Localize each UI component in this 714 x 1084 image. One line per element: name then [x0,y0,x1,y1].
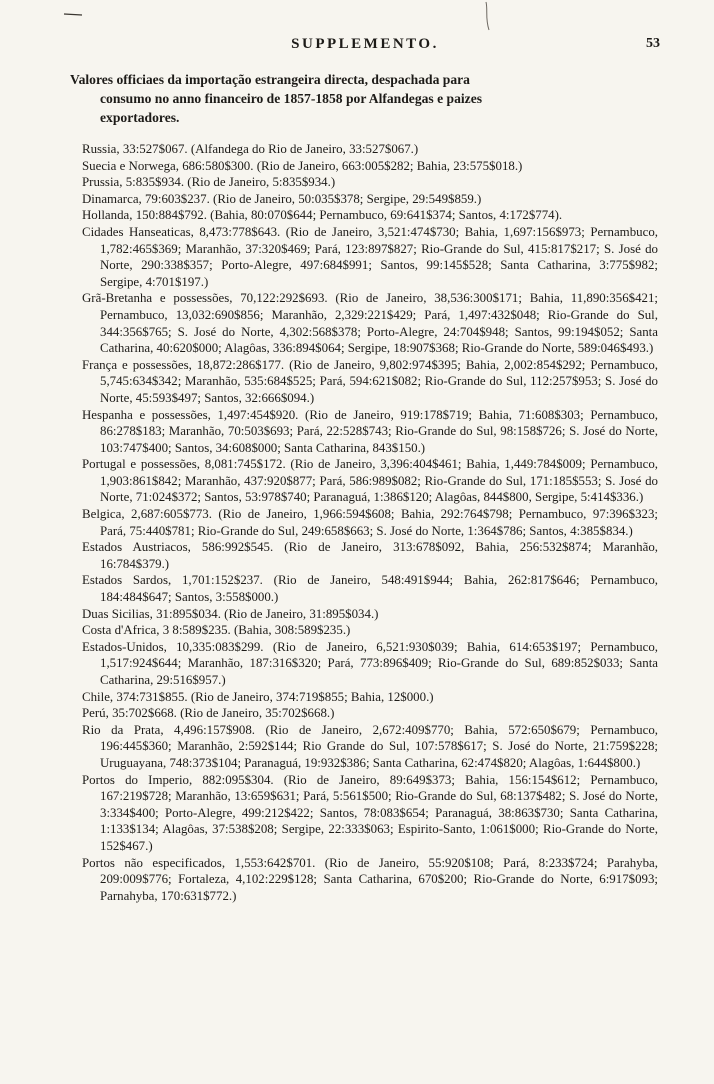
country-entries-list [82,141,658,904]
entry-franca: França e possessões, 18,872:286$177. (Rio de Janeiro, 9,802:974$395; Bahia, 2,002:854$292; Pernambuco, 5,745:634$342; Maranhão, 535:684$525; Pará, 594:621$082; Rio-Grande do Sul, 112:257$953; S. José do Norte, 45:593$497; Santos, 32:666$094.) [82,357,658,405]
entry-dinamarca: Dinamarca, 79:603$237. (Rio de Janeiro, 50:035$378; Sergipe, 29:549$859.) [82,191,482,206]
scan-artifact-mark [478,0,498,36]
entry-hespanha: Hespanha e possessões, 1,497:454$920. (Rio de Janeiro, 919:178$719; Bahia, 71:608$303; Pernambuco, 86:278$183; Maranhão, 70:503$693; Pará, 22:528$743; Rio-Grande do Sul, 98:158$726; S. José do Norte, 103:747$400; Santos, 34:608$000; Santa Catharina, 843$150.) [82,407,658,455]
entry-estados-austriacos: Estados Austriacos, 586:992$545. (Rio de Janeiro, 313:678$092, Bahia, 256:532$874; Maranhão, 16:784$379.) [82,540,658,571]
heading-line: Valores officiaes da importação estrangeira directa, despachada para [70,72,470,87]
entry-portugal: Portugal e possessões, 8,081:745$172. (Rio de Janeiro, 3,396:404$461; Bahia, 1,449:784$009; Pernambuco, 1,903:861$842; Maranhão, 437:920$877; Pará, 586:989$082; Rio-Grande do Sul, 171:185$553; S. José do Norte, 71:024$372; Santos, 53:978$740; Paranaguá, 1:386$120; Alagôas, 844$800, Sergipe, 5:414$336.) [82,457,658,505]
page-number: 53 [646,36,660,51]
entry-rio-da-prata: Rio da Prata, 4,496:157$908. (Rio de Janeiro, 2,672:409$770; Bahia, 572:650$679; Pernambuco, 196:445$360; Maranhão, 2:592$144; Rio Grande do Sul, 107:578$617; S. José do Norte, 21:759$228; Uruguayana, 748:373$104; Paranaguá, 19:932$386; Santa Catharina, 62:474$820; Alagôas, 1:644$800.) [82,722,658,770]
entry-hollanda: Hollanda, 150:884$792. (Bahia, 80:070$644; Pernambuco, 69:641$374; Santos, 4:172$774). [82,208,563,223]
entry-duas-sicilias: Duas Sicilias, 31:895$034. (Rio de Janeiro, 31:895$034.) [82,606,379,621]
entry-gra-bretanha: Grã-Bretanha e possessões, 70,122:292$693. (Rio de Janeiro, 38,536:300$171; Bahia, 11,890:356$421; Pernambuco, 13,032:690$856; Maranhão, 2,329:221$429; Pará, 1,497:432$048; Rio-Grande do Sul, 344:356$765; S. José do Norte, 4,302:568$378; Porto-Alegre, 24:704$948; Santos, 99:194$052; Santa Catharina, 40:620$000; Alagôas, 336:894$064; Sergipe, 18:907$368; Rio-Grande do Norte, 589:046$493.) [82,291,658,356]
entry-estados-sardos: Estados Sardos, 1,701:152$237. (Rio de Janeiro, 548:491$944; Bahia, 262:817$646; Pernambuco, 184:484$647; Santos, 3:558$000.) [82,573,658,605]
entry-costa-africa: Costa d'Africa, 3 8:589$235. (Bahia, 308:589$235.) [82,623,351,638]
heading-line: consumo no anno financeiro de 1857-1858 por Alfandegas e paizes [100,91,483,106]
entry-chile: Chile, 374:731$855. (Rio de Janeiro, 374:719$855; Bahia, 12$000.) [82,689,434,704]
running-title: SUPPLEMENTO. [291,36,439,52]
entry-portos-nao-especificados: Portos não especificados, 1,553:642$701. (Rio de Janeiro, 55:920$108; Pará, 8:233$724; Parahyba, 209:009$776; Fortaleza, 4,102:229$128; Santa Catharina, 670$200; Rio-Grande do Norte, 6:917$093; Parnahyba, 170:631$772.) [82,855,658,903]
entry-prussia: Prussia, 5:835$934. (Rio de Janeiro, 5:835$934.) [82,175,336,190]
entry-peru: Perú, 35:702$668. (Rio de Janeiro, 35:702$668.) [82,706,335,721]
entry-estados-unidos: Estados-Unidos, 10,335:083$299. (Rio de Janeiro, 6,521:930$039; Bahia, 614:653$197; Pernambuco, 1,517:924$644; Maranhão, 187:316$320; Pará, 773:896$409; Rio-Grande do Sul, 689:852$033; Santa Catharina, 29:516$957.) [82,639,658,687]
entry-belgica: Belgica, 2,687:605$773. (Rio de Janeiro, 1,966:594$608; Bahia, 292:764$798; Pernambuco, 97:396$323; Pará, 75:440$781; Rio-Grande do Sul, 249:658$663; S. José do Norte, 1:364$786; Santos, 4:385$834.) [82,507,658,538]
entry-cidades-hanseaticas: Cidades Hanseaticas, 8,473:778$643. (Rio de Janeiro, 3,521:474$730; Bahia, 1,697:156$973; Pernambuco, 1,782:465$369; Maranhão, 37:320$469; Pará, 123:897$827; Rio-Grande do Sul, 415:817$217; S. José do Norte, 290:338$357; Porto-Alegre, 497:684$991; Santos, 99:145$528; Santa Catharina, 3:775$982; Sergipe, 4:701$197.) [82,224,658,289]
entry-suecia-norwega: Suecia e Norwega, 686:580$300. (Rio de Janeiro, 663:005$282; Bahia, 23:575$018.) [82,158,523,173]
section-heading [70,70,658,127]
entry-portos-do-imperio: Portos do Imperio, 882:095$304. (Rio de Janeiro, 89:649$373; Bahia, 156:154$612; Pernambuco, 167:219$728; Maranhão, 13:659$631; Pará, 5:561$500; Rio-Grande do Sul, 68:137$482; S. José do Norte, 3:334$400; Porto-Alegre, 499:212$422; Santos, 78:083$654; Paranaguá, 38:863$730; Santa Catharina, 1:133$134; Alagôas, 37:538$208; Sergipe, 22:333$063; Espirito-Santo, 1:061$000; Rio-Grande do Norte, 152$467.) [82,772,658,853]
page-header [70,34,660,54]
heading-line: exportadores. [100,110,180,125]
entry-russia: Russia, 33:527$067. (Alfandega do Rio de Janeiro, 33:527$067.) [82,142,419,156]
scan-artifact-mark [60,10,90,18]
